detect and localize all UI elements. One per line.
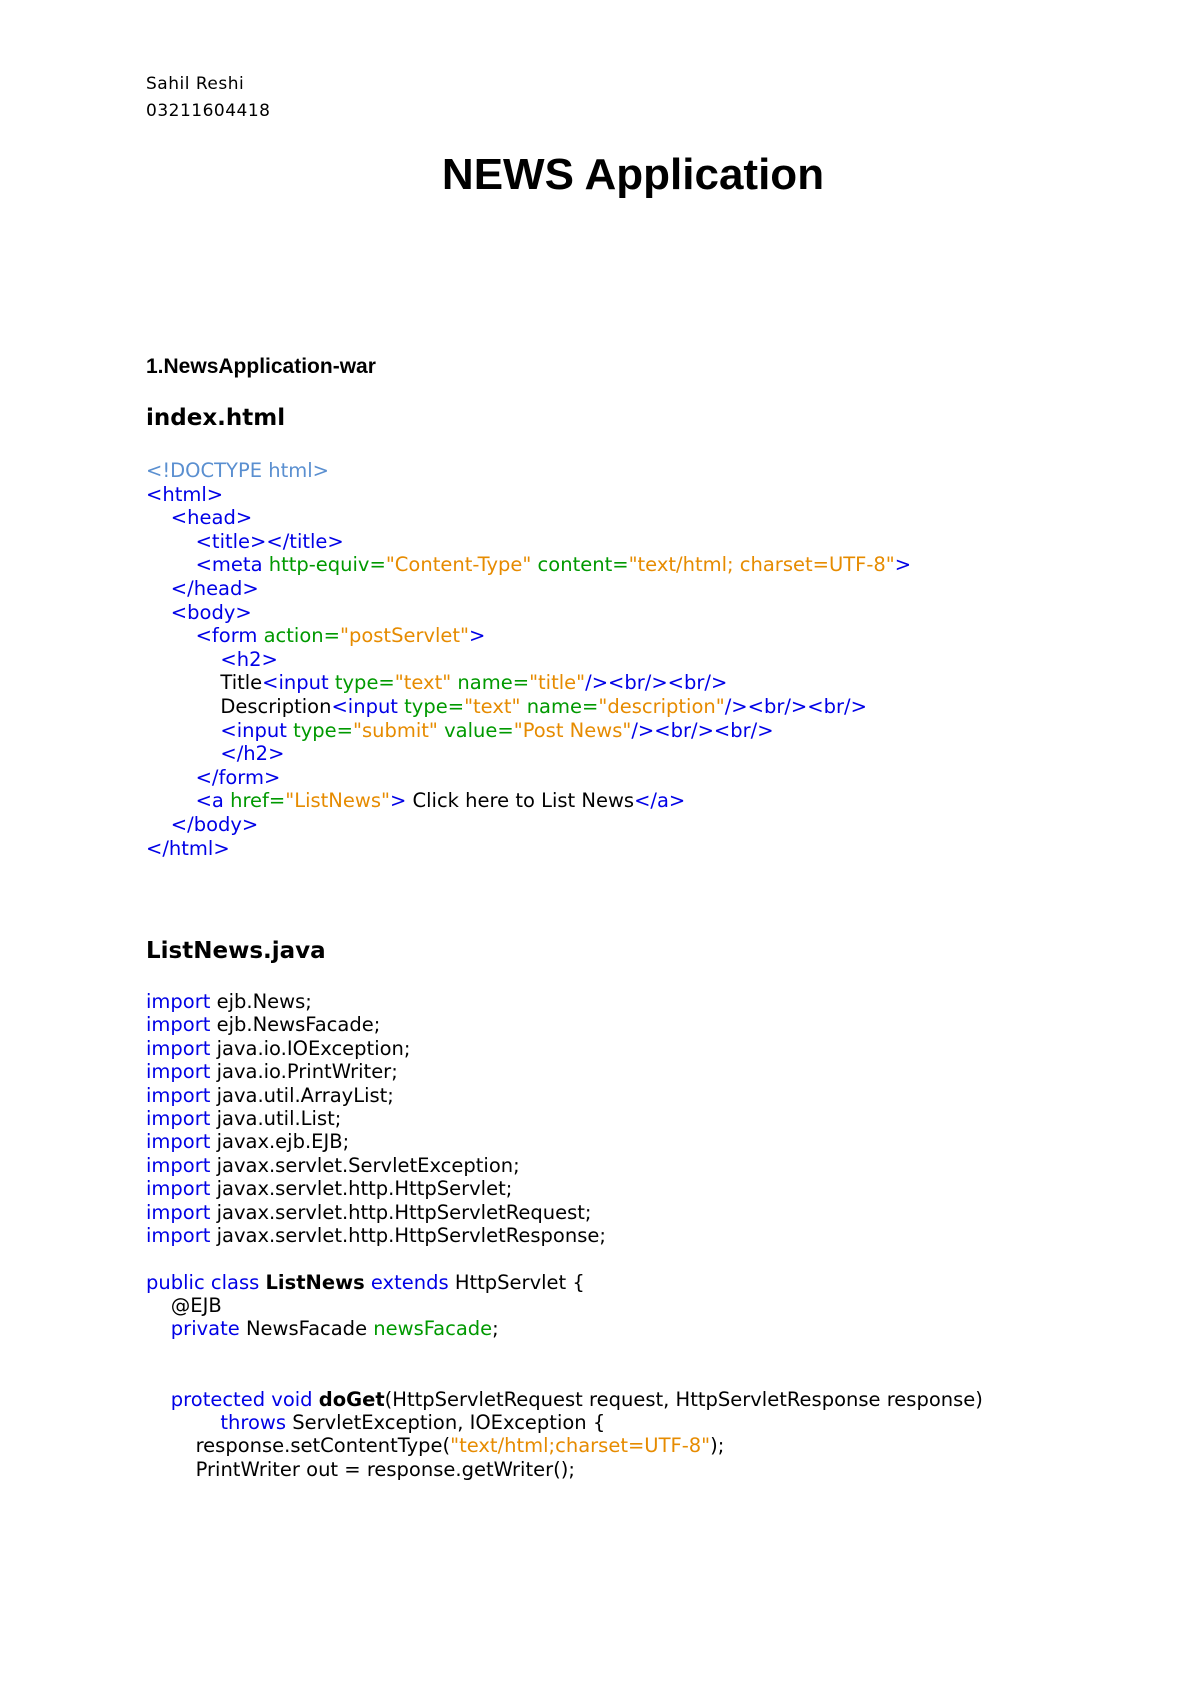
section-heading: 1.NewsApplication-war — [146, 355, 376, 378]
code-token: "text/html;charset=UTF-8" — [450, 1434, 711, 1458]
code-token: type= — [334, 671, 395, 695]
code-line — [146, 624, 911, 648]
code-line — [146, 1224, 983, 1247]
code-token — [146, 1388, 171, 1411]
code-token: <body> — [170, 600, 252, 624]
code-token: action= — [263, 624, 340, 648]
code-token: import — [146, 1106, 211, 1130]
code-token: NewsFacade — [239, 1317, 374, 1341]
code-token: > — [894, 553, 912, 577]
code-token: import — [146, 1013, 211, 1037]
code-token: </a> — [634, 789, 686, 813]
code-token — [146, 648, 220, 671]
code-token: <h2> — [220, 647, 278, 671]
code-token: name= — [520, 694, 599, 718]
code-token: "text/html; charset=UTF-8" — [628, 553, 895, 577]
index-html-code-block — [146, 459, 911, 860]
code-token: "postServlet" — [339, 624, 470, 648]
code-line — [146, 1364, 983, 1387]
code-token: javax.servlet.http.HttpServletResponse; — [210, 1223, 606, 1247]
code-line — [146, 1154, 983, 1177]
code-token: import — [146, 1153, 211, 1177]
code-line — [146, 837, 911, 861]
code-token: /><br/><br/> — [585, 671, 728, 695]
code-token: /><br/><br/> — [724, 694, 867, 718]
code-token: > — [469, 624, 486, 648]
code-token: import — [146, 1200, 211, 1224]
code-token: Description — [146, 694, 332, 718]
code-line — [146, 1107, 983, 1130]
code-line — [146, 1271, 983, 1294]
code-token: ejb.NewsFacade; — [210, 1013, 381, 1037]
code-line — [146, 789, 911, 813]
code-line — [146, 671, 911, 695]
code-token: protected void — [170, 1387, 319, 1411]
code-token — [146, 719, 220, 742]
code-token: response.setContentType( — [146, 1434, 451, 1458]
code-token: javax.servlet.ServletException; — [210, 1153, 520, 1177]
code-token: java.util.List; — [210, 1106, 342, 1130]
code-token: doGet — [318, 1387, 385, 1411]
page-title: NEWS Application — [441, 150, 825, 199]
code-token: @EJB — [146, 1294, 222, 1318]
code-token: href= — [230, 789, 286, 813]
code-token: import — [146, 1036, 211, 1060]
code-token — [146, 553, 196, 576]
code-line — [146, 813, 911, 837]
code-token: java.util.ArrayList; — [210, 1083, 394, 1107]
code-token: extends — [364, 1270, 455, 1294]
code-line — [146, 1177, 983, 1200]
code-token: javax.servlet.http.HttpServlet; — [210, 1177, 513, 1201]
code-token: type= — [404, 694, 465, 718]
code-line — [146, 1013, 983, 1036]
index-html-heading: index.html — [146, 405, 286, 431]
code-token: "title" — [529, 671, 586, 695]
code-token — [146, 1317, 171, 1340]
code-line — [146, 648, 911, 672]
code-token: "submit" — [353, 718, 438, 742]
code-token: "Post News" — [513, 718, 632, 742]
code-line — [146, 695, 911, 719]
code-token: ServletException, IOException { — [286, 1411, 606, 1435]
code-line — [146, 530, 911, 554]
code-token: import — [146, 1060, 211, 1084]
code-line — [146, 1130, 983, 1153]
code-line — [146, 1341, 983, 1364]
code-token: type= — [293, 718, 353, 742]
code-token: </form> — [195, 765, 281, 789]
code-token: javax.ejb.EJB; — [210, 1130, 350, 1154]
code-token: </html> — [146, 836, 230, 860]
code-token: java.io.IOException; — [210, 1036, 411, 1060]
code-line — [146, 1294, 983, 1317]
code-token: ; — [492, 1317, 499, 1341]
code-line — [146, 506, 911, 530]
code-token: "Content-Type" — [385, 553, 532, 577]
code-token — [146, 624, 196, 647]
code-token: <input — [331, 694, 405, 718]
author-roll-number: 03211604418 — [146, 101, 271, 121]
code-token: "text" — [394, 671, 452, 695]
code-token: <head> — [170, 506, 253, 530]
code-token: </body> — [170, 812, 259, 836]
code-token — [146, 1411, 220, 1434]
code-token: <title></title> — [195, 529, 344, 553]
code-token: import — [146, 1177, 211, 1201]
code-line — [146, 1060, 983, 1083]
code-token: import — [146, 1223, 211, 1247]
code-line — [146, 1084, 983, 1107]
code-token: (HttpServletRequest request, HttpServletResponse response) — [384, 1387, 983, 1411]
code-token: HttpServlet { — [454, 1270, 585, 1294]
code-token: PrintWriter out = response.getWriter(); — [146, 1457, 575, 1481]
code-token: Title — [146, 671, 263, 695]
author-name: Sahil Reshi — [146, 74, 245, 94]
code-line — [146, 1458, 983, 1481]
code-token — [146, 742, 220, 765]
code-token: <input — [220, 718, 294, 742]
code-token: Click here to List News — [406, 789, 635, 813]
code-token: "text" — [464, 694, 521, 718]
code-line — [146, 1201, 983, 1224]
code-token — [146, 813, 171, 836]
code-token: <!DOCTYPE html> — [146, 459, 329, 482]
code-line — [146, 1388, 983, 1411]
code-token: </h2> — [220, 742, 285, 766]
code-line — [146, 1434, 983, 1457]
code-token: import — [146, 990, 211, 1013]
code-token: ListNews — [265, 1270, 365, 1294]
code-token: <a — [195, 789, 231, 813]
code-token: throws — [220, 1411, 287, 1435]
code-line — [146, 1037, 983, 1060]
code-token: name= — [451, 671, 530, 695]
code-token: "description" — [598, 694, 725, 718]
code-token: ); — [710, 1434, 725, 1458]
code-token: /><br/><br/> — [631, 718, 774, 742]
code-token: javax.servlet.http.HttpServletRequest; — [210, 1200, 592, 1224]
code-token: import — [146, 1083, 211, 1107]
code-token: <html> — [146, 482, 224, 506]
code-token: </head> — [170, 576, 259, 600]
code-token: newsFacade — [373, 1317, 493, 1341]
code-line — [146, 719, 911, 743]
code-line — [146, 483, 911, 507]
code-token: http-equiv= — [268, 553, 386, 577]
code-token: value= — [437, 718, 514, 742]
code-token: java.io.PrintWriter; — [210, 1060, 398, 1084]
code-token: public class — [146, 1270, 266, 1294]
code-line — [146, 990, 983, 1013]
code-token: private — [170, 1317, 240, 1341]
code-line — [146, 742, 911, 766]
code-token: <input — [262, 671, 335, 695]
code-token: <meta — [195, 553, 269, 577]
code-token — [146, 789, 196, 812]
code-token — [146, 601, 171, 624]
code-token: > — [389, 789, 407, 813]
code-line — [146, 577, 911, 601]
code-token: ejb.News; — [210, 990, 312, 1013]
code-token — [146, 506, 171, 529]
code-token: "ListNews" — [285, 789, 390, 813]
code-token: <form — [195, 624, 264, 648]
code-line — [146, 1411, 983, 1434]
code-line — [146, 459, 911, 483]
listnews-java-heading: ListNews.java — [146, 938, 326, 964]
code-line — [146, 766, 911, 790]
code-token — [146, 766, 196, 789]
listnews-java-code-block — [146, 990, 983, 1481]
code-token: content= — [531, 553, 629, 577]
code-token — [146, 577, 171, 600]
code-line — [146, 1317, 983, 1340]
code-line — [146, 601, 911, 625]
code-token: import — [146, 1130, 211, 1154]
code-token — [146, 530, 196, 553]
code-line — [146, 1247, 983, 1270]
code-line — [146, 553, 911, 577]
